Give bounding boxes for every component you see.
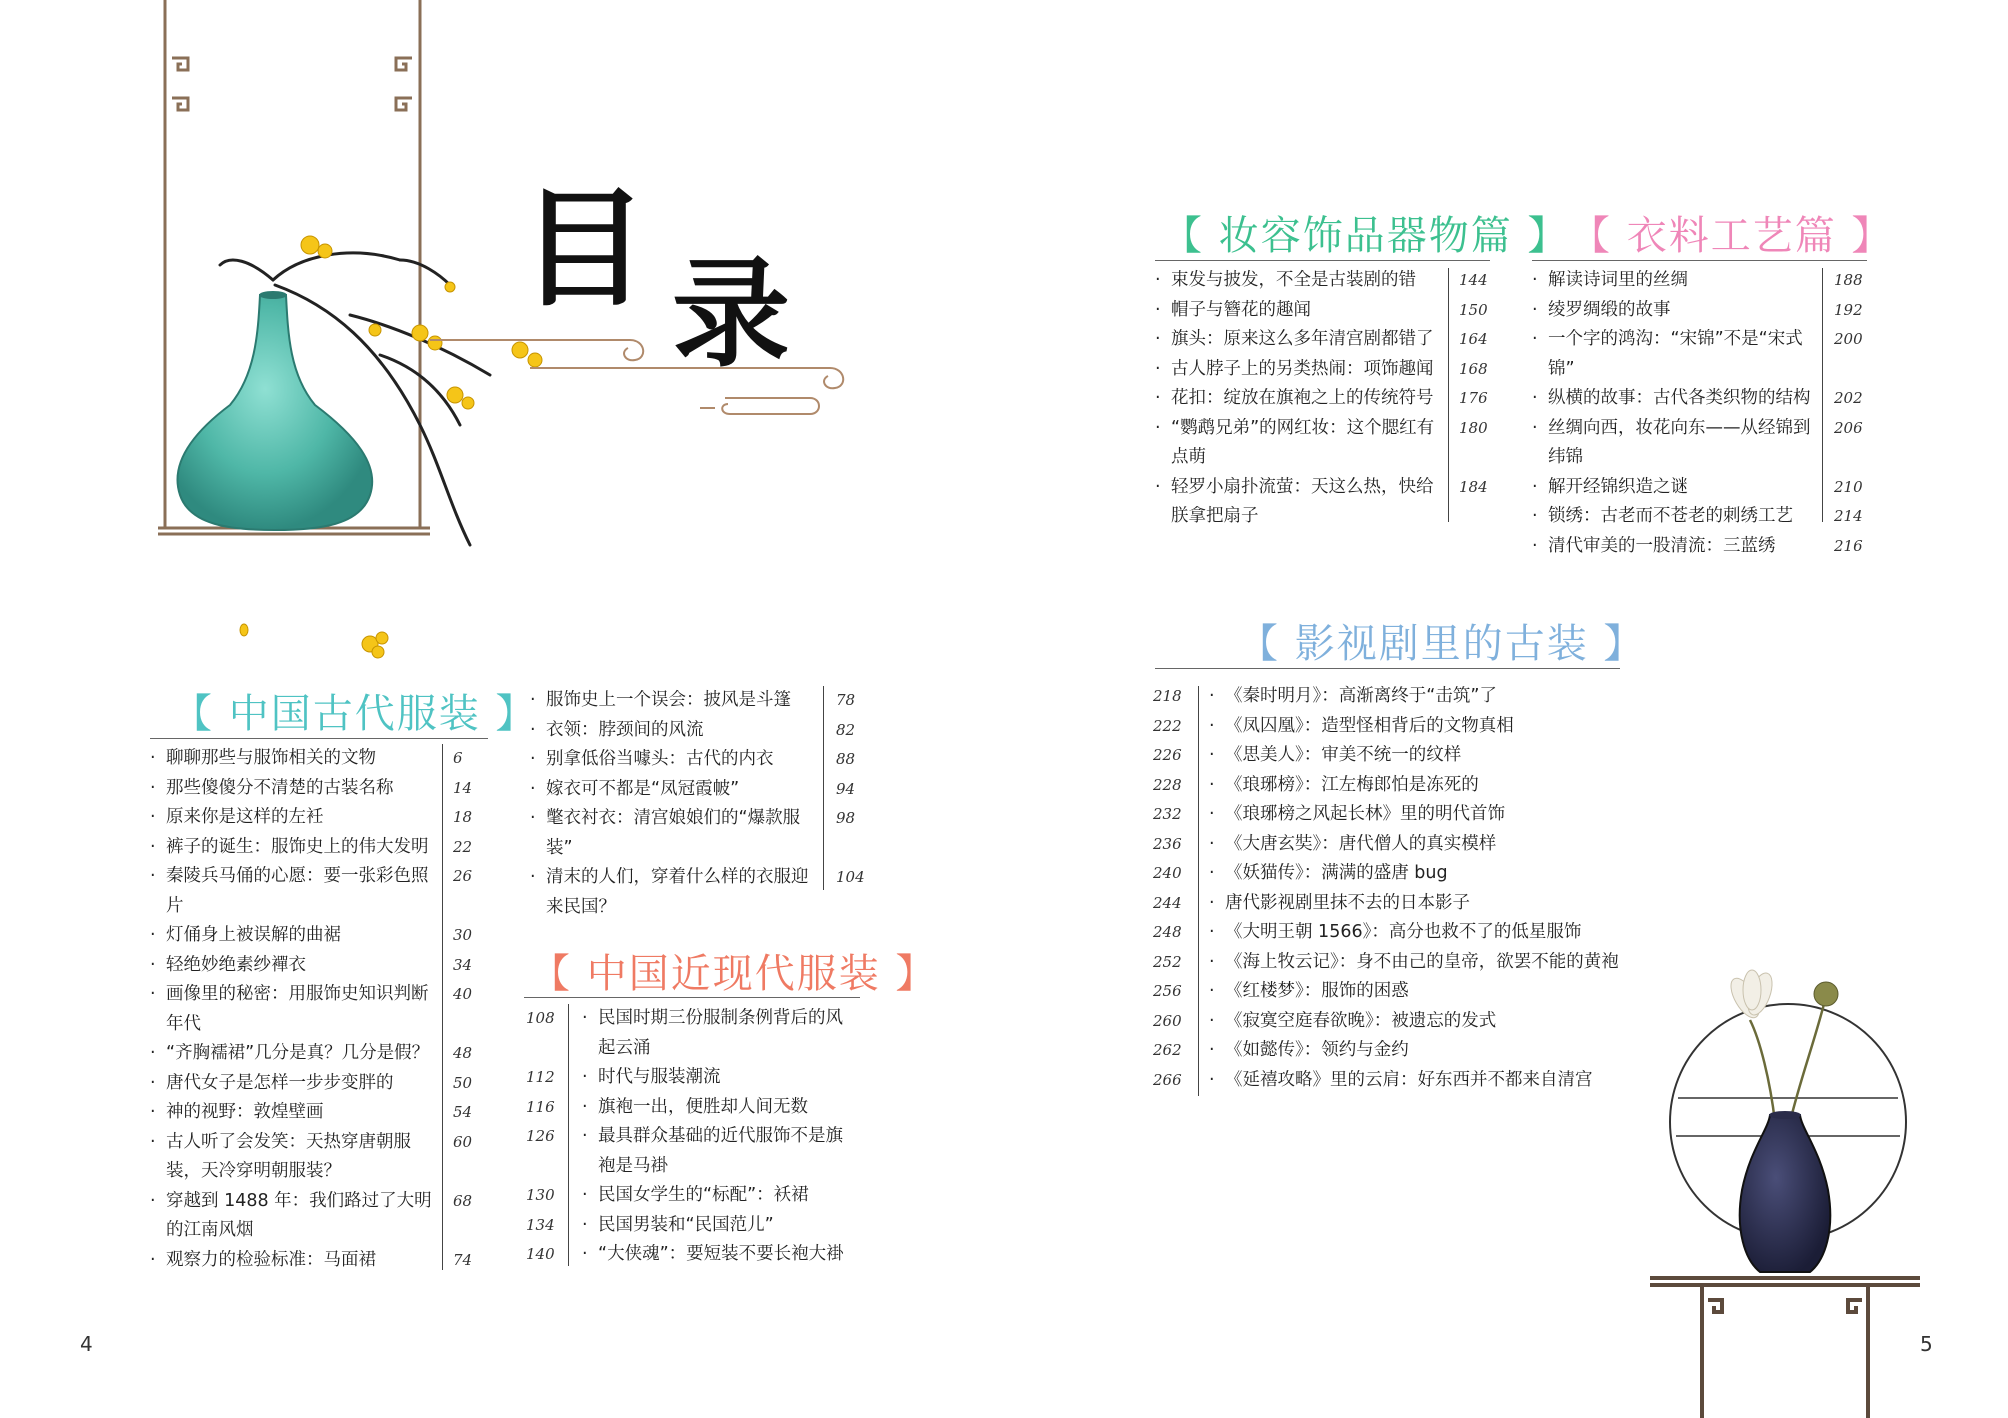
toc-heading-char-1: 目 [520, 174, 649, 324]
list-item[interactable] [528, 863, 868, 922]
section-rule [1155, 668, 1620, 669]
list-item[interactable] [148, 774, 528, 804]
cloud-swirl-decoration [430, 320, 870, 430]
list-item[interactable] [1153, 414, 1498, 473]
entry-page: 244 [1153, 893, 1182, 912]
entry-title: · 神的视野：敦煌壁画 [148, 1098, 436, 1128]
list-item[interactable] [1153, 384, 1498, 414]
list-item[interactable] [1153, 948, 1633, 978]
list-item[interactable] [526, 1211, 866, 1241]
list-item[interactable] [1530, 414, 1875, 473]
toc-list-modern [526, 1004, 866, 1270]
entry-title: · 唐代影视剧里抹不去的日本影子 [1153, 889, 1633, 919]
entry-page: 144 [1459, 271, 1488, 289]
entry-page: 78 [836, 691, 856, 709]
entry-page: 168 [1459, 359, 1488, 378]
entry-title: · 民国时期三份服制条例背后的风起云涌 [526, 1004, 850, 1063]
entry-page: 104 [836, 868, 865, 886]
list-item[interactable] [148, 951, 528, 981]
entry-title: · 解读诗词里的丝绸 [1530, 266, 1820, 296]
entry-title: · 《延禧攻略》里的云肩：好东西并不都来自清宫 [1153, 1066, 1633, 1096]
entry-title: · 服饰史上一个误会：披风是斗篷 [528, 686, 821, 716]
entry-page: 228 [1153, 775, 1182, 794]
entry-page: 188 [1834, 271, 1863, 289]
entry-page: 222 [1153, 716, 1182, 735]
list-item[interactable] [1530, 296, 1875, 326]
list-item[interactable] [1153, 741, 1633, 771]
list-item[interactable] [148, 1128, 528, 1187]
list-item[interactable] [148, 980, 528, 1039]
entry-title: · 《如懿传》：领约与金约 [1153, 1036, 1633, 1066]
entry-page: 60 [453, 1132, 473, 1151]
entry-page: 140 [526, 1245, 555, 1263]
list-item[interactable] [1530, 502, 1875, 532]
entry-page: 6 [453, 749, 463, 767]
entry-page: 54 [453, 1103, 473, 1121]
list-item[interactable] [528, 775, 868, 805]
entry-page: 262 [1153, 1041, 1182, 1059]
list-item[interactable] [148, 1187, 528, 1246]
entry-title: · 轻罗小扇扑流萤：天这么热，快给朕拿把扇子 [1153, 473, 1443, 532]
entry-title: · 旗袍一出，便胜却人间无数 [526, 1093, 850, 1123]
entry-title: · 《琅琊榜之风起长林》里的明代首饰 [1153, 800, 1633, 830]
entry-page: 164 [1459, 330, 1488, 348]
page-number-right: 5 [1920, 1332, 1933, 1356]
list-item[interactable] [528, 804, 868, 863]
entry-title: · 花扣：绽放在旗袍之上的传统符号 [1153, 384, 1443, 414]
entry-page: 116 [526, 1097, 555, 1116]
entry-title: · 衣领：脖颈间的风流 [528, 716, 821, 746]
section-title-film: 【 影视剧里的古装 】 [1238, 621, 1646, 667]
entry-page: 34 [453, 955, 473, 974]
list-item[interactable] [148, 803, 528, 833]
entry-page: 210 [1834, 477, 1863, 496]
entry-title: · 《大明王朝 1566》：高分也救不了的低星服饰 [1153, 918, 1633, 948]
entry-title: · 《海上牧云记》：身不由己的皇帝，欲罢不能的黄袍 [1153, 948, 1633, 978]
entry-page: 98 [836, 809, 856, 827]
entry-page: 14 [453, 778, 473, 797]
entry-page: 48 [453, 1044, 473, 1062]
list-item[interactable] [1153, 800, 1633, 830]
entry-page: 150 [1459, 300, 1488, 319]
entry-title: · 观察力的检验标准：马面裙 [148, 1246, 436, 1276]
entry-title: · 束发与披发，不全是古装剧的错 [1153, 266, 1443, 296]
entry-page: 232 [1153, 805, 1182, 823]
entry-title: · 《妖猫传》：满满的盛唐 bug [1153, 859, 1633, 889]
entry-page: 22 [453, 837, 473, 856]
entry-title: · 别拿低俗当噱头：古代的内衣 [528, 745, 821, 775]
entry-title: · 清末的人们，穿着什么样的衣服迎来民国？ [528, 863, 821, 922]
list-item[interactable] [1153, 1036, 1633, 1066]
list-item[interactable] [1153, 325, 1498, 355]
section-title-makeup: 【 妆容饰品器物篇 】 [1162, 213, 1570, 259]
entry-page: 74 [453, 1250, 473, 1269]
list-item[interactable] [1530, 473, 1875, 503]
entry-page: 240 [1153, 864, 1182, 882]
list-item[interactable] [528, 716, 868, 746]
list-item[interactable] [528, 686, 868, 716]
list-item[interactable] [1530, 325, 1875, 384]
entry-page: 126 [526, 1127, 555, 1145]
entry-title: · 一个字的鸿沟：“宋锦”不是“宋式锦” [1530, 325, 1820, 384]
entry-title: · “大侠魂”：要短装不要长袍大褂 [526, 1240, 850, 1270]
entry-page: 134 [526, 1215, 555, 1234]
section-rule [150, 738, 488, 739]
section-rule [1155, 260, 1490, 261]
entry-title: · 帽子与簪花的趣闻 [1153, 296, 1443, 326]
entry-page: 26 [453, 867, 473, 885]
list-item[interactable] [148, 1246, 528, 1276]
entry-title: · 解开经锦织造之谜 [1530, 473, 1820, 503]
list-item[interactable] [148, 921, 528, 951]
entry-page: 266 [1153, 1070, 1182, 1089]
list-item[interactable] [1153, 473, 1498, 532]
entry-title: · 清代审美的一股清流：三蓝绣 [1530, 532, 1820, 562]
list-item[interactable] [1153, 977, 1633, 1007]
list-item[interactable] [1530, 384, 1875, 414]
list-item[interactable] [1530, 266, 1875, 296]
entry-page: 214 [1834, 507, 1863, 525]
entry-title: · 裤子的诞生：服饰史上的伟大发明 [148, 833, 436, 863]
list-item[interactable] [148, 744, 528, 774]
entry-title: · 那些傻傻分不清楚的古装名称 [148, 774, 436, 804]
entry-title: · “鹦鹉兄弟”的网红妆：这个腮红有点萌 [1153, 414, 1443, 473]
list-item[interactable] [526, 1122, 866, 1181]
list-item[interactable] [148, 1098, 528, 1128]
entry-title: · 原来你是这样的左衽 [148, 803, 436, 833]
entry-page: 50 [453, 1073, 473, 1092]
dark-vase-stand-illustration [1630, 960, 1930, 1418]
toc-list-ancient-cont [528, 686, 868, 922]
entry-title: · 轻绝妙绝素纱襌衣 [148, 951, 436, 981]
list-item[interactable] [1153, 355, 1498, 385]
entry-title: · 旗头：原来这么多年清宫剧都错了 [1153, 325, 1443, 355]
list-item[interactable] [1153, 918, 1633, 948]
entry-page: 252 [1153, 952, 1182, 971]
entry-title: · 古人听了会发笑：天热穿唐朝服装，天冷穿明朝服装？ [148, 1128, 436, 1187]
entry-page: 218 [1153, 687, 1182, 705]
toc-list-ancient [148, 744, 528, 1275]
toc-list-makeup [1153, 266, 1498, 532]
list-item[interactable] [1153, 682, 1633, 712]
entry-page: 184 [1459, 477, 1488, 496]
list-item[interactable] [1530, 532, 1875, 562]
entry-title: · 秦陵兵马俑的心愿：要一张彩色照片 [148, 862, 436, 921]
entry-title: · 时代与服装潮流 [526, 1063, 850, 1093]
entry-title: · “齐胸襦裙”几分是真？几分是假？ [148, 1039, 436, 1069]
page-number-left: 4 [80, 1332, 93, 1356]
list-item[interactable] [526, 1093, 866, 1123]
entry-page: 176 [1459, 389, 1488, 407]
section-title-modern: 【 中国近现代服装 】 [530, 951, 938, 997]
entry-title: · 《琅琊榜》：江左梅郎怕是冻死的 [1153, 771, 1633, 801]
entry-page: 108 [526, 1009, 555, 1027]
toc-heading-char-2: 录 [672, 244, 791, 383]
list-item[interactable] [526, 1063, 866, 1093]
entry-title: · 穿越到 1488 年：我们路过了大明的江南风烟 [148, 1187, 436, 1246]
list-item[interactable] [528, 745, 868, 775]
list-item[interactable] [1153, 1066, 1633, 1096]
entry-title: · 绫罗绸缎的故事 [1530, 296, 1820, 326]
entry-page: 18 [453, 808, 473, 826]
list-item[interactable] [1153, 1007, 1633, 1037]
entry-title: · 《凤囚凰》：造型怪相背后的文物真相 [1153, 712, 1633, 742]
entry-page: 256 [1153, 982, 1182, 1000]
entry-title: · 民国男装和“民国范儿” [526, 1211, 850, 1241]
entry-page: 30 [453, 926, 473, 944]
section-title-ancient: 【 中国古代服装 】 [172, 691, 538, 737]
entry-page: 216 [1834, 536, 1863, 555]
toc-list-film [1153, 682, 1633, 1095]
entry-page: 68 [453, 1191, 473, 1210]
entry-page: 82 [836, 720, 856, 739]
toc-list-fabric [1530, 266, 1875, 561]
entry-title: · 《大唐玄奘》：唐代僧人的真实模样 [1153, 830, 1633, 860]
entry-title: · 氅衣衬衣：清宫娘娘们的“爆款服装” [528, 804, 821, 863]
entry-title: · 最具群众基础的近代服饰不是旗袍是马褂 [526, 1122, 850, 1181]
list-item[interactable] [148, 1039, 528, 1069]
list-item[interactable] [526, 1240, 866, 1270]
entry-title: · 《秦时明月》：高渐离终于“击筑”了 [1153, 682, 1633, 712]
list-item[interactable] [148, 862, 528, 921]
section-rule [1532, 260, 1867, 261]
list-item[interactable] [526, 1004, 866, 1063]
list-item[interactable] [148, 833, 528, 863]
list-item[interactable] [1153, 296, 1498, 326]
list-item[interactable] [1153, 830, 1633, 860]
entry-page: 226 [1153, 746, 1182, 764]
entry-page: 112 [526, 1068, 555, 1086]
entry-title: · 纵横的故事：古代各类织物的结构 [1530, 384, 1820, 414]
entry-title: · 唐代女子是怎样一步步变胖的 [148, 1069, 436, 1099]
entry-page: 88 [836, 750, 856, 768]
list-item[interactable] [1153, 266, 1498, 296]
entry-page: 200 [1834, 330, 1863, 348]
list-item[interactable] [1153, 771, 1633, 801]
entry-page: 40 [453, 985, 473, 1003]
list-item[interactable] [1153, 889, 1633, 919]
entry-page: 260 [1153, 1011, 1182, 1030]
entry-page: 202 [1834, 389, 1863, 407]
entry-title: · 聊聊那些与服饰相关的文物 [148, 744, 436, 774]
entry-page: 248 [1153, 923, 1182, 941]
entry-title: · 《红楼梦》：服饰的困惑 [1153, 977, 1633, 1007]
entry-title: · 《寂寞空庭春欲晚》：被遗忘的发式 [1153, 1007, 1633, 1037]
entry-title: · 嫁衣可不都是“凤冠霞帔” [528, 775, 821, 805]
entry-title: · 灯俑身上被误解的曲裾 [148, 921, 436, 951]
section-rule [524, 997, 860, 998]
entry-title: · 丝绸向西，妆花向东——从经锦到纬锦 [1530, 414, 1820, 473]
list-item[interactable] [526, 1181, 866, 1211]
entry-page: 130 [526, 1186, 555, 1204]
entry-page: 236 [1153, 834, 1182, 853]
entry-page: 206 [1834, 418, 1863, 437]
entry-title: · 民国女学生的“标配”：袄裙 [526, 1181, 850, 1211]
entry-title: · 锁绣：古老而不苍老的刺绣工艺 [1530, 502, 1820, 532]
list-item[interactable] [1153, 712, 1633, 742]
section-title-fabric: 【 衣料工艺篇 】 [1570, 213, 1894, 259]
entry-page: 180 [1459, 418, 1488, 437]
entry-page: 192 [1834, 300, 1863, 319]
list-item[interactable] [148, 1069, 528, 1099]
entry-title: · 画像里的秘密：用服饰史知识判断年代 [148, 980, 436, 1039]
entry-title: · 古人脖子上的另类热闹：项饰趣闻 [1153, 355, 1443, 385]
falling-petals-decoration [230, 620, 400, 670]
entry-page: 94 [836, 779, 856, 798]
list-item[interactable] [1153, 859, 1633, 889]
entry-title: · 《思美人》：审美不统一的纹样 [1153, 741, 1633, 771]
